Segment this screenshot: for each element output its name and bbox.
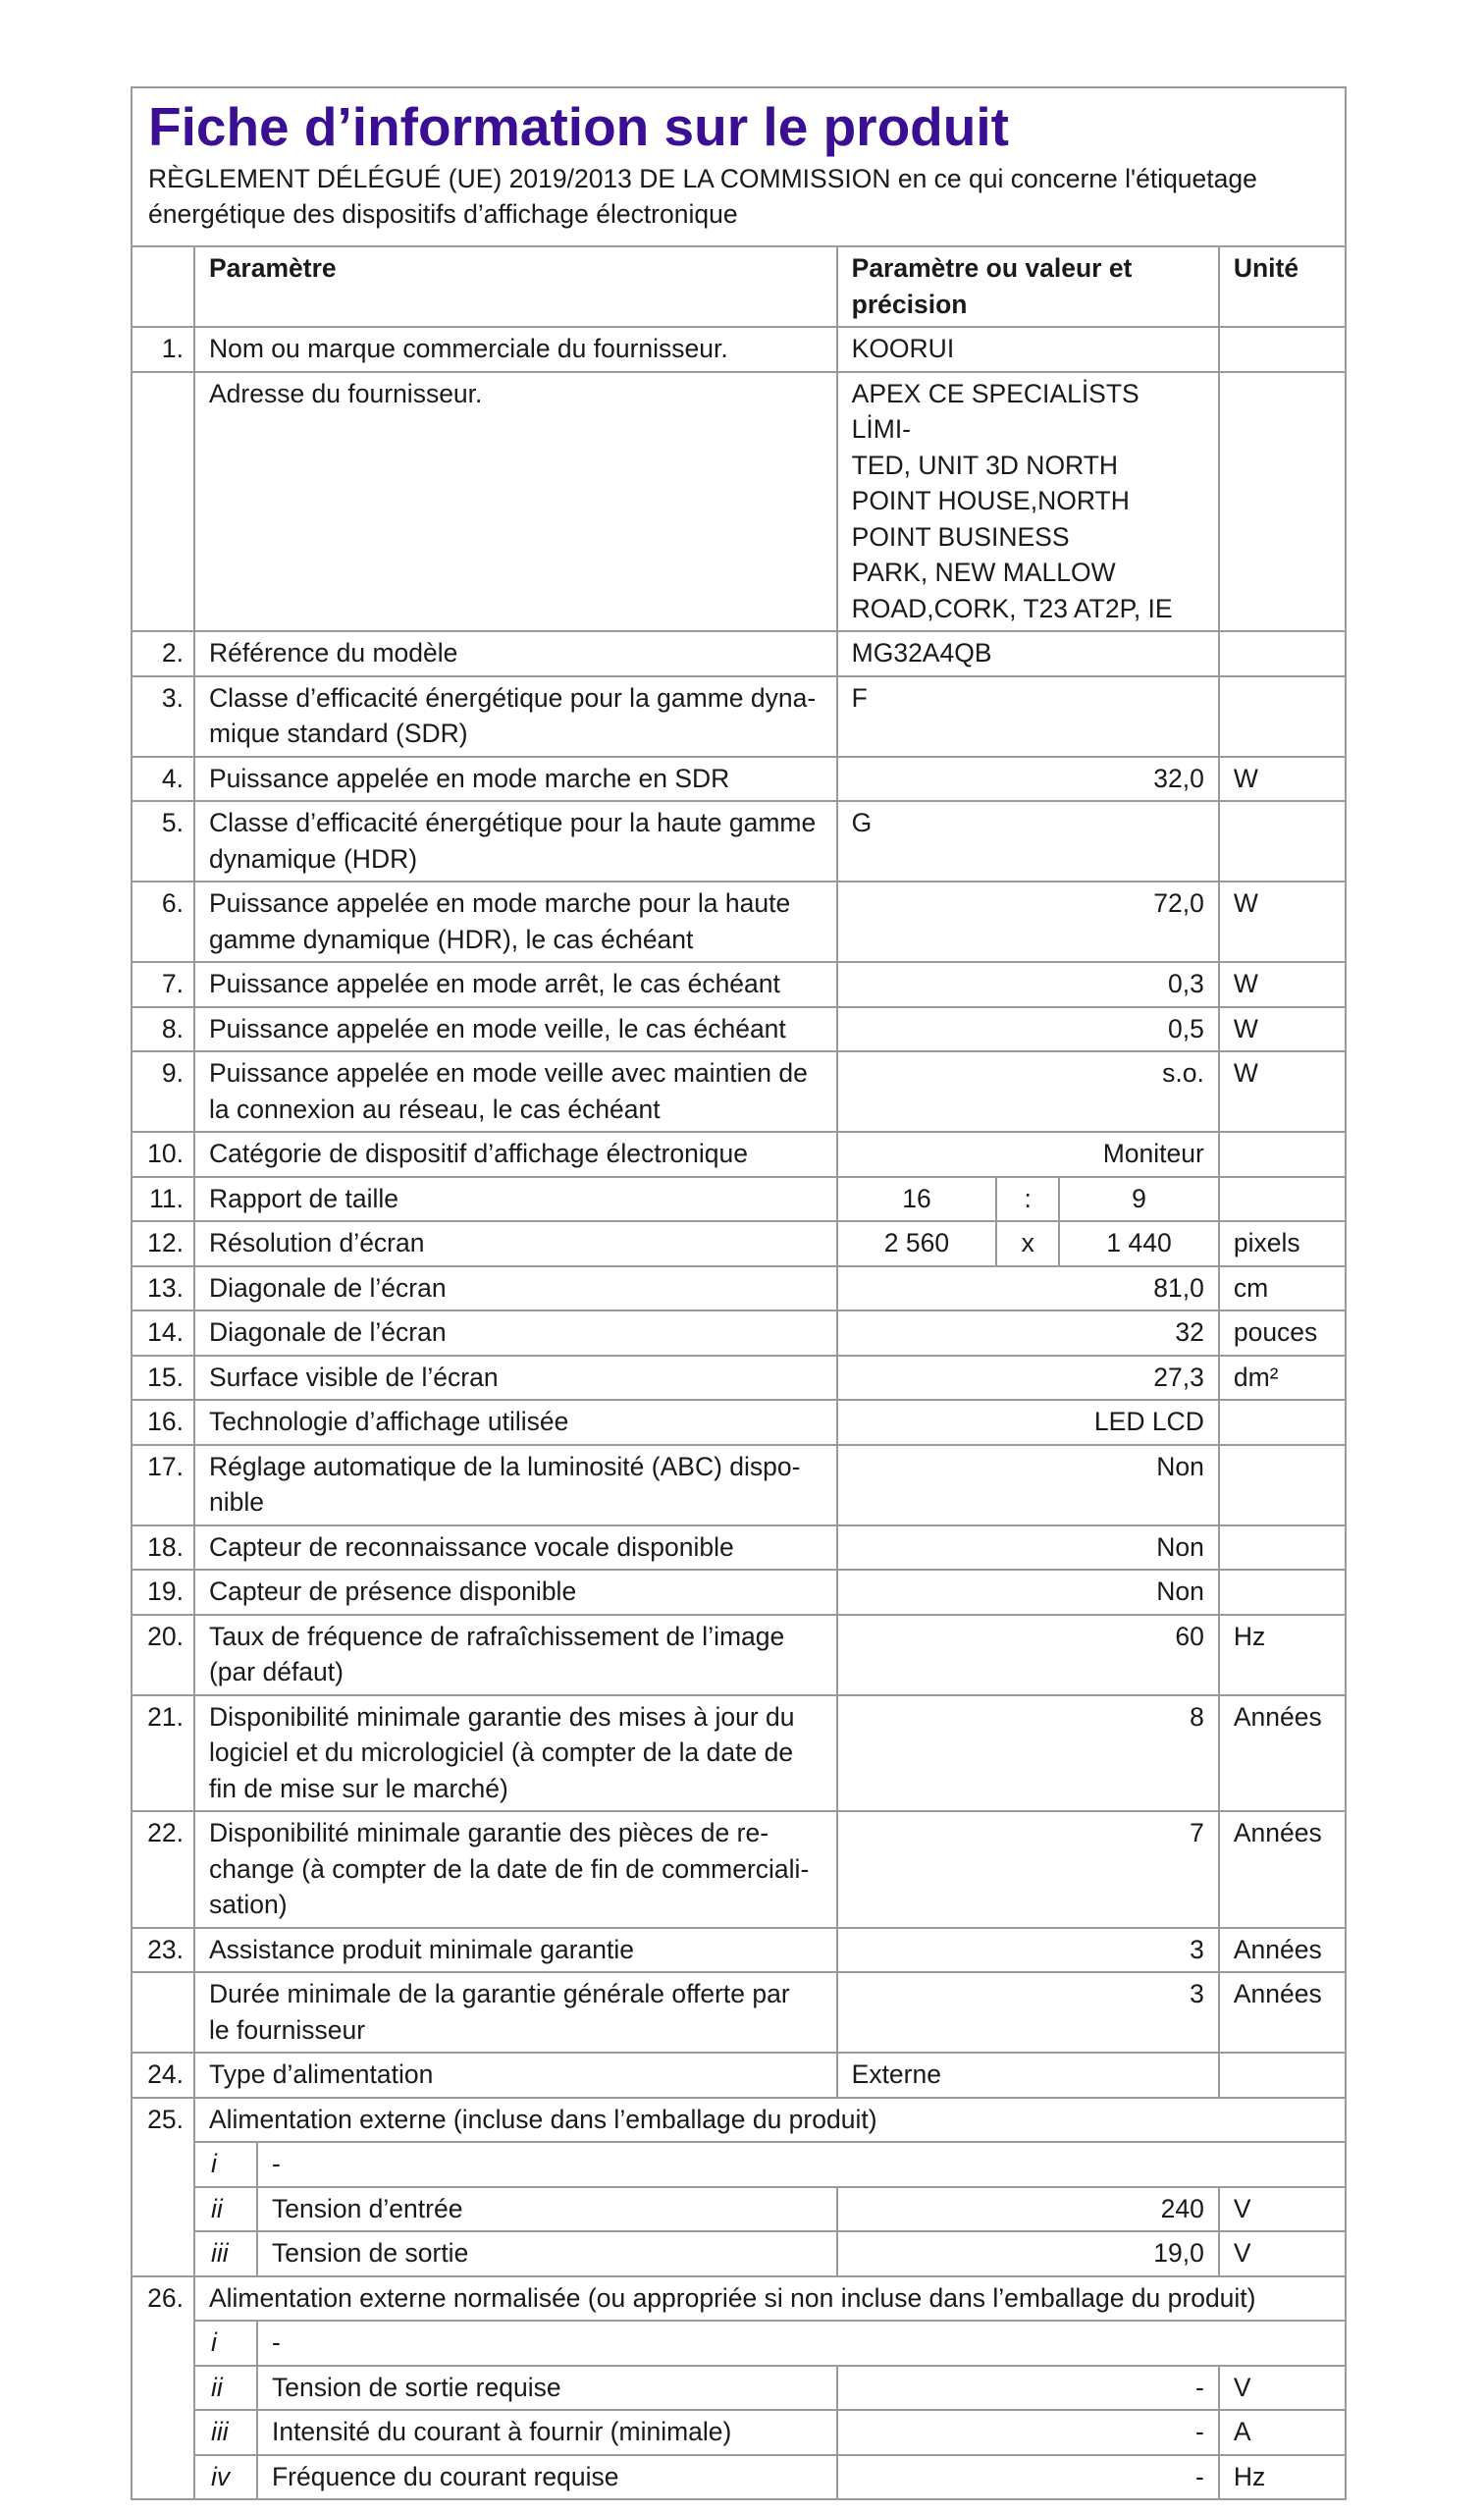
row-label: Rapport de taille bbox=[194, 1177, 837, 1222]
row-value: 72,0 bbox=[837, 882, 1219, 962]
row-label: Puissance appelée en mode marche pour la haute gamme dynamique (HDR), le cas échéant bbox=[194, 882, 837, 962]
row-value: 27,3 bbox=[837, 1356, 1219, 1401]
row-value: F bbox=[837, 676, 1219, 757]
row-number: 9. bbox=[132, 1051, 194, 1132]
sub-unit: V bbox=[1219, 2366, 1346, 2411]
sub-row bbox=[132, 2366, 1346, 2411]
row-label: Catégorie de dispositif d’affichage électronique bbox=[194, 1132, 837, 1177]
table-row bbox=[132, 1400, 1346, 1445]
row-unit bbox=[1219, 372, 1346, 632]
table-row bbox=[132, 1310, 1346, 1356]
row-number: 3. bbox=[132, 676, 194, 757]
row-number: 7. bbox=[132, 962, 194, 1007]
regulation-subtitle: RÈGLEMENT DÉLÉGUÉ (UE) 2019/2013 DE LA COMMISSION en ce qui concerne l'étiquetage énergétique des dispositifs d’affichage électronique bbox=[148, 164, 1257, 229]
sub-label: - bbox=[257, 2142, 1346, 2187]
header-unite: Unité bbox=[1219, 246, 1346, 327]
row-label: Disponibilité minimale garantie des mises à jour du logiciel et du micrologiciel (à compter de la date de fin de mise sur le marché) bbox=[194, 1695, 837, 1812]
row-number: 6. bbox=[132, 882, 194, 962]
header-num-cell bbox=[132, 246, 194, 327]
row-number: 25. bbox=[132, 2098, 194, 2276]
row-unit: dm² bbox=[1219, 1356, 1346, 1401]
row-unit: Années bbox=[1219, 1972, 1346, 2053]
row-label: Capteur de reconnaissance vocale disponible bbox=[194, 1525, 837, 1571]
row-number: 18. bbox=[132, 1525, 194, 1571]
row-label: Capteur de présence disponible bbox=[194, 1570, 837, 1615]
row-unit: W bbox=[1219, 882, 1346, 962]
row-value: 32,0 bbox=[837, 757, 1219, 802]
row-unit bbox=[1219, 676, 1346, 757]
row-number: 14. bbox=[132, 1310, 194, 1356]
table-row bbox=[132, 1051, 1346, 1132]
row-label: Réglage automatique de la luminosité (ABC) dispo- nible bbox=[194, 1445, 837, 1525]
row-number bbox=[132, 1972, 194, 2053]
table-row bbox=[132, 757, 1346, 802]
row-unit bbox=[1219, 1570, 1346, 1615]
sub-label: Tension de sortie bbox=[257, 2231, 837, 2276]
sub-unit: Hz bbox=[1219, 2455, 1346, 2500]
product-table bbox=[131, 86, 1347, 2500]
table-row bbox=[132, 801, 1346, 882]
row-label: Puissance appelée en mode arrêt, le cas échéant bbox=[194, 962, 837, 1007]
row-number: 10. bbox=[132, 1132, 194, 1177]
resolution-height: 1 440 bbox=[1059, 1221, 1219, 1266]
row-unit: W bbox=[1219, 1007, 1346, 1052]
sub-label: Fréquence du courant requise bbox=[257, 2455, 837, 2500]
table-row bbox=[132, 676, 1346, 757]
row-value: LED LCD bbox=[837, 1400, 1219, 1445]
row-number: 15. bbox=[132, 1356, 194, 1401]
row-number: 16. bbox=[132, 1400, 194, 1445]
sub-row bbox=[132, 2410, 1346, 2455]
row-unit: pouces bbox=[1219, 1310, 1346, 1356]
sub-value: 240 bbox=[837, 2187, 1219, 2232]
sub-label: Tension d’entrée bbox=[257, 2187, 837, 2232]
row-value: 0,3 bbox=[837, 962, 1219, 1007]
row-label: Durée minimale de la garantie générale offerte par le fournisseur bbox=[194, 1972, 837, 2053]
row-unit: W bbox=[1219, 962, 1346, 1007]
table-row bbox=[132, 1525, 1346, 1571]
sub-value: - bbox=[837, 2455, 1219, 2500]
sub-row bbox=[132, 2187, 1346, 2232]
row-label: Nom ou marque commerciale du fournisseur. bbox=[194, 327, 837, 372]
product-information-sheet bbox=[131, 86, 1347, 2500]
row-label: Classe d’efficacité énergétique pour la gamme dyna- mique standard (SDR) bbox=[194, 676, 837, 757]
row-number: 22. bbox=[132, 1811, 194, 1928]
row-label: Puissance appelée en mode marche en SDR bbox=[194, 757, 837, 802]
row-unit: W bbox=[1219, 757, 1346, 802]
row-value: s.o. bbox=[837, 1051, 1219, 1132]
row-number: 20. bbox=[132, 1615, 194, 1695]
row-number: 21. bbox=[132, 1695, 194, 1812]
row-label: Taux de fréquence de rafraîchissement de l’image (par défaut) bbox=[194, 1615, 837, 1695]
row-number: 26. bbox=[132, 2276, 194, 2500]
resolution-width: 2 560 bbox=[837, 1221, 997, 1266]
row-label: Référence du modèle bbox=[194, 631, 837, 676]
row-value: 81,0 bbox=[837, 1266, 1219, 1311]
row-value: Moniteur bbox=[837, 1132, 1219, 1177]
row-value: 3 bbox=[837, 1972, 1219, 2053]
table-row bbox=[132, 1972, 1346, 2053]
row-unit: cm bbox=[1219, 1266, 1346, 1311]
row-value: Non bbox=[837, 1570, 1219, 1615]
sub-label: - bbox=[257, 2321, 1346, 2366]
row-unit bbox=[1219, 1177, 1346, 1222]
row-unit bbox=[1219, 1132, 1346, 1177]
row-value: G bbox=[837, 801, 1219, 882]
sub-index: i bbox=[194, 2142, 257, 2187]
sub-label: Tension de sortie requise bbox=[257, 2366, 837, 2411]
row-label: Alimentation externe normalisée (ou appropriée si non incluse dans l’emballage du produit) bbox=[194, 2276, 1346, 2322]
table-row bbox=[132, 1132, 1346, 1177]
row-label: Adresse du fournisseur. bbox=[194, 372, 837, 632]
resolution-separator: x bbox=[996, 1221, 1059, 1266]
row-value: 8 bbox=[837, 1695, 1219, 1812]
row-unit bbox=[1219, 801, 1346, 882]
row-label: Alimentation externe (incluse dans l’emballage du produit) bbox=[194, 2098, 1346, 2143]
row-unit bbox=[1219, 1400, 1346, 1445]
page-title: Fiche d’information sur le produit bbox=[148, 96, 1009, 157]
table-row bbox=[132, 1356, 1346, 1401]
row-number: 13. bbox=[132, 1266, 194, 1311]
row-label: Type d’alimentation bbox=[194, 2053, 837, 2098]
row-label: Disponibilité minimale garantie des pièces de re- change (à compter de la date de fin de commerciali- sation) bbox=[194, 1811, 837, 1928]
table-row bbox=[132, 1177, 1346, 1222]
sub-index: iii bbox=[194, 2410, 257, 2455]
header-valeur: Paramètre ou valeur et précision bbox=[837, 246, 1219, 327]
table-row bbox=[132, 2098, 1346, 2143]
row-label: Résolution d’écran bbox=[194, 1221, 837, 1266]
row-number: 1. bbox=[132, 327, 194, 372]
table-row bbox=[132, 1570, 1346, 1615]
row-value: KOORUI bbox=[837, 327, 1219, 372]
row-unit: Années bbox=[1219, 1811, 1346, 1928]
header-parametre: Paramètre bbox=[194, 246, 837, 327]
row-number: 5. bbox=[132, 801, 194, 882]
row-number: 12. bbox=[132, 1221, 194, 1266]
row-number: 11. bbox=[132, 1177, 194, 1222]
sub-row bbox=[132, 2455, 1346, 2500]
row-value: 7 bbox=[837, 1811, 1219, 1928]
table-row bbox=[132, 327, 1346, 372]
sub-value: - bbox=[837, 2366, 1219, 2411]
table-row bbox=[132, 1928, 1346, 1973]
row-unit bbox=[1219, 1525, 1346, 1571]
row-label: Puissance appelée en mode veille avec maintien de la connexion au réseau, le cas échéant bbox=[194, 1051, 837, 1132]
sub-value: - bbox=[837, 2410, 1219, 2455]
sub-label: Intensité du courant à fournir (minimale) bbox=[257, 2410, 837, 2455]
title-cell bbox=[132, 87, 1346, 246]
sub-index: i bbox=[194, 2321, 257, 2366]
row-number: 8. bbox=[132, 1007, 194, 1052]
table-row bbox=[132, 631, 1346, 676]
row-value: 0,5 bbox=[837, 1007, 1219, 1052]
table-row bbox=[132, 2053, 1346, 2098]
row-unit: pixels bbox=[1219, 1221, 1346, 1266]
table-header-row bbox=[132, 246, 1346, 327]
aspect-height: 9 bbox=[1059, 1177, 1219, 1222]
table-row bbox=[132, 1221, 1346, 1266]
row-value: 32 bbox=[837, 1310, 1219, 1356]
sub-index: ii bbox=[194, 2366, 257, 2411]
sub-unit: V bbox=[1219, 2231, 1346, 2276]
row-number bbox=[132, 372, 194, 632]
table-row bbox=[132, 1445, 1346, 1525]
sub-unit: A bbox=[1219, 2410, 1346, 2455]
row-number: 17. bbox=[132, 1445, 194, 1525]
supplier-address: APEX CE SPECIALİSTS LİMI- TED, UNIT 3D NORTH POINT HOUSE,NORTH POINT BUSINESS PARK, NEW MALLOW ROAD,CORK, T23 AT2P, IE bbox=[837, 372, 1219, 632]
row-unit bbox=[1219, 2053, 1346, 2098]
row-unit: Hz bbox=[1219, 1615, 1346, 1695]
aspect-width: 16 bbox=[837, 1177, 997, 1222]
row-unit: W bbox=[1219, 1051, 1346, 1132]
aspect-separator: : bbox=[996, 1177, 1059, 1222]
sub-row bbox=[132, 2321, 1346, 2366]
row-unit bbox=[1219, 631, 1346, 676]
row-label: Diagonale de l’écran bbox=[194, 1310, 837, 1356]
table-row bbox=[132, 2276, 1346, 2322]
row-number: 19. bbox=[132, 1570, 194, 1615]
row-unit: Années bbox=[1219, 1928, 1346, 1973]
row-label: Technologie d’affichage utilisée bbox=[194, 1400, 837, 1445]
sub-value: 19,0 bbox=[837, 2231, 1219, 2276]
row-value: 3 bbox=[837, 1928, 1219, 1973]
row-number: 23. bbox=[132, 1928, 194, 1973]
row-value: Non bbox=[837, 1525, 1219, 1571]
row-value: Externe bbox=[837, 2053, 1219, 2098]
row-number: 2. bbox=[132, 631, 194, 676]
row-number: 4. bbox=[132, 757, 194, 802]
table-row bbox=[132, 962, 1346, 1007]
row-label: Diagonale de l’écran bbox=[194, 1266, 837, 1311]
row-number: 24. bbox=[132, 2053, 194, 2098]
row-value: 60 bbox=[837, 1615, 1219, 1695]
row-unit bbox=[1219, 1445, 1346, 1525]
table-row bbox=[132, 372, 1346, 632]
sub-index: ii bbox=[194, 2187, 257, 2232]
table-row bbox=[132, 882, 1346, 962]
table-row bbox=[132, 1811, 1346, 1928]
row-label: Puissance appelée en mode veille, le cas échéant bbox=[194, 1007, 837, 1052]
sub-row bbox=[132, 2142, 1346, 2187]
sub-row bbox=[132, 2231, 1346, 2276]
sub-unit: V bbox=[1219, 2187, 1346, 2232]
row-value: Non bbox=[837, 1445, 1219, 1525]
row-label: Assistance produit minimale garantie bbox=[194, 1928, 837, 1973]
row-unit: Années bbox=[1219, 1695, 1346, 1812]
row-label: Classe d’efficacité énergétique pour la haute gamme dynamique (HDR) bbox=[194, 801, 837, 882]
title-row bbox=[132, 87, 1346, 246]
row-value: MG32A4QB bbox=[837, 631, 1219, 676]
row-unit bbox=[1219, 327, 1346, 372]
table-row bbox=[132, 1615, 1346, 1695]
row-label: Surface visible de l’écran bbox=[194, 1356, 837, 1401]
sub-index: iii bbox=[194, 2231, 257, 2276]
sub-index: iv bbox=[194, 2455, 257, 2500]
table-row bbox=[132, 1007, 1346, 1052]
table-row bbox=[132, 1266, 1346, 1311]
table-row bbox=[132, 1695, 1346, 1812]
